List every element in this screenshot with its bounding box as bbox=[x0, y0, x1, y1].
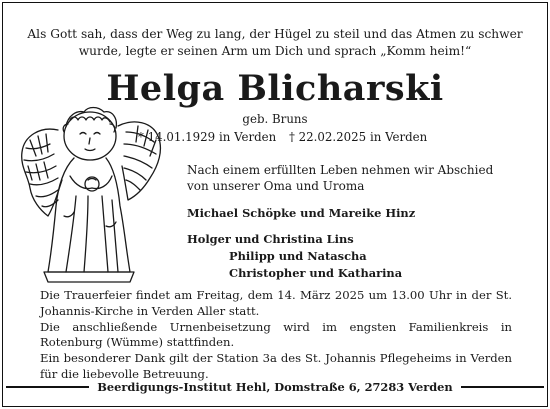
farewell-message bbox=[187, 163, 493, 194]
spacer bbox=[187, 222, 415, 231]
farewell-line: Nach einem erfüllten Leben nehmen wir Abschied bbox=[187, 163, 494, 177]
burial-info: Die anschließende Urnenbeisetzung wird im engsten Familienkreis in Rotenburg (Wümme) stattfinden. bbox=[40, 319, 512, 350]
verse-line: Als Gott sah, dass der Weg zu lang, der Hügel zu steil und das Atmen zu schwer bbox=[27, 27, 523, 41]
footer-divider bbox=[6, 386, 89, 388]
angel-icon bbox=[18, 96, 166, 288]
funeral-info: Die Trauerfeier findet am Freitag, dem 14. März 2025 um 13.00 Uhr in der St. Johannis-Kirche in Verden Aller statt. bbox=[40, 288, 512, 318]
deceased-name: Helga Blicharski bbox=[106, 68, 444, 109]
farewell-line: von unserer Oma und Uroma bbox=[187, 178, 365, 193]
service-details bbox=[40, 288, 512, 383]
birth-date: * 14.01.1929 in Verden bbox=[138, 130, 277, 144]
footer bbox=[0, 380, 550, 394]
mourner-names: Christopher und Katharina bbox=[229, 266, 403, 280]
birth-name: geb. Bruns bbox=[242, 112, 308, 126]
mourner-names: Michael Schöpke und Mareike Hinz bbox=[187, 206, 416, 220]
mourners-list bbox=[187, 205, 415, 282]
thanks-note: Ein besonderer Dank gilt der Station 3a des St. Johannis Pflegeheims in Verden für die liebevolle Betreuung. bbox=[40, 351, 512, 381]
footer-divider bbox=[461, 386, 544, 388]
mourner-names: Holger und Christina Lins bbox=[187, 232, 354, 246]
death-date: † 22.02.2025 in Verden bbox=[289, 130, 428, 144]
opening-verse bbox=[20, 26, 530, 60]
mourner-names: Philipp und Natascha bbox=[229, 249, 367, 263]
undertaker-label: Beerdigungs-Institut Hehl, Domstraße 6, 27283 Verden bbox=[97, 380, 453, 394]
verse-line: wurde, legte er seinen Arm um Dich und sprach „Komm heim!“ bbox=[78, 44, 472, 58]
